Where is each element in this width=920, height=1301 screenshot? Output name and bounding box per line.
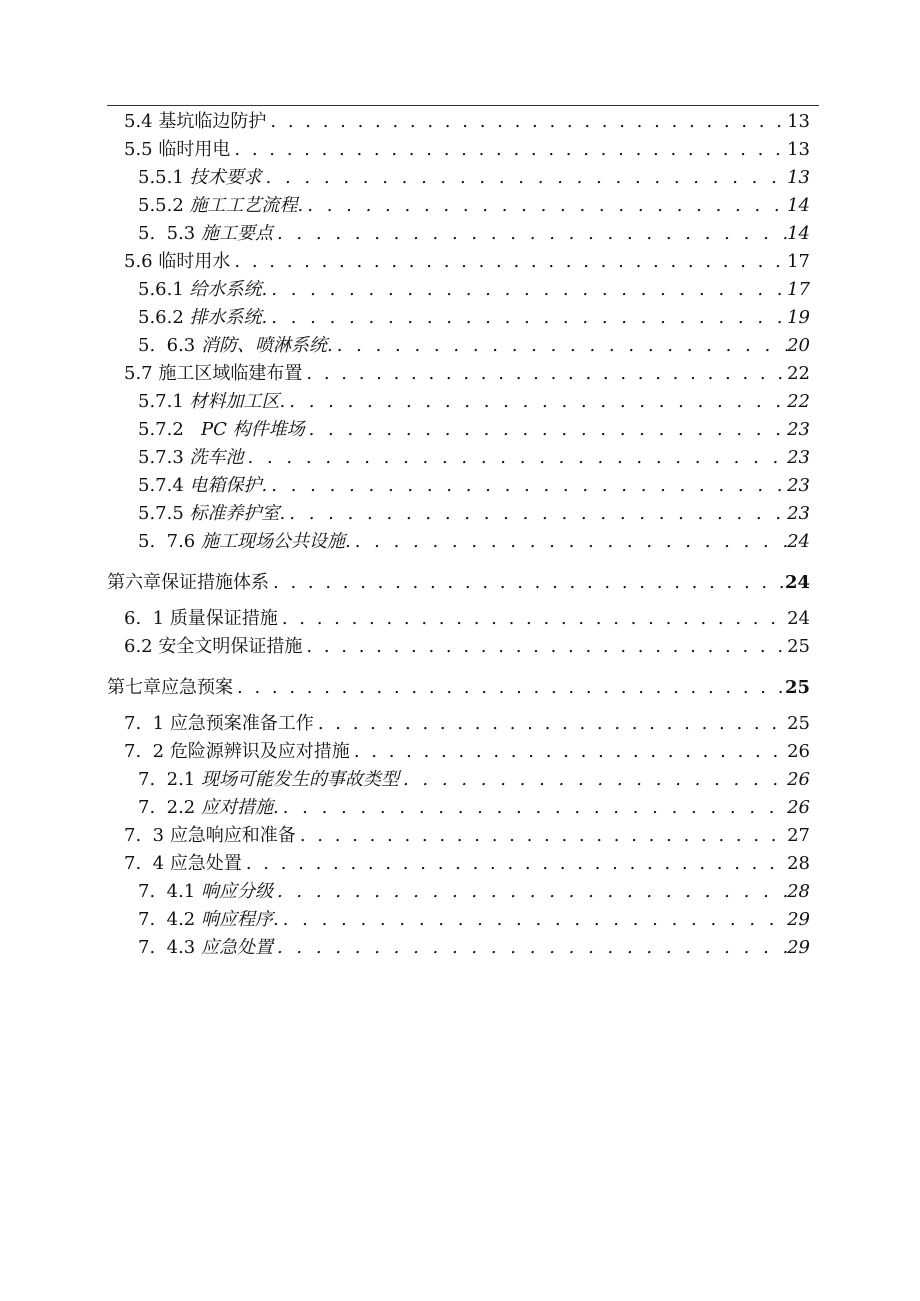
toc-page-number: 17 bbox=[787, 279, 810, 300]
toc-entry-heading bbox=[124, 136, 230, 164]
toc-entry[interactable] bbox=[124, 248, 810, 276]
toc-entry[interactable] bbox=[124, 738, 810, 766]
toc-entry[interactable] bbox=[124, 822, 810, 850]
toc-entry[interactable] bbox=[124, 710, 810, 738]
toc-entry[interactable] bbox=[124, 605, 810, 633]
toc-entry-title: 标准养护室. bbox=[189, 503, 286, 524]
toc-entry-heading bbox=[124, 710, 314, 738]
toc-page-number: 14 bbox=[787, 195, 810, 216]
toc-entry[interactable] bbox=[138, 276, 810, 304]
toc-entry-heading bbox=[107, 674, 233, 702]
header-rule bbox=[107, 105, 819, 106]
toc-entry-title: 第七章应急预案 bbox=[107, 677, 233, 698]
toc-entry-heading bbox=[138, 276, 267, 304]
toc-entry-number: 7. 3 bbox=[124, 825, 165, 846]
toc-entry-heading bbox=[138, 934, 273, 962]
toc-entry[interactable] bbox=[124, 360, 810, 388]
toc-entry-heading bbox=[138, 332, 333, 360]
toc-entry-heading bbox=[138, 794, 279, 822]
toc-entry-heading bbox=[138, 906, 279, 934]
toc-entry-title: 消防、喷淋系统. bbox=[200, 335, 333, 356]
toc-entry-number: 5.5.1 bbox=[138, 167, 184, 188]
toc-page-number: 13 bbox=[787, 111, 810, 132]
toc-entry[interactable] bbox=[138, 766, 810, 794]
toc-entry[interactable] bbox=[138, 192, 810, 220]
toc-entry-title: 施工区域临建布置 bbox=[158, 363, 303, 384]
toc-entry-number: 7. 4 bbox=[124, 853, 165, 874]
toc-entry-number: 5.6.1 bbox=[138, 279, 184, 300]
toc-page-number: 24 bbox=[787, 531, 810, 552]
toc-page-number: 22 bbox=[787, 363, 810, 384]
toc-entry-heading bbox=[138, 388, 285, 416]
toc-entry-number: 7. 2.1 bbox=[138, 769, 196, 790]
toc-leader-dots bbox=[303, 192, 787, 220]
toc-entry-title: 响应分级 bbox=[200, 881, 273, 902]
toc-page-number: 24 bbox=[787, 608, 810, 629]
toc-page-number: 22 bbox=[787, 391, 810, 412]
toc-entry[interactable] bbox=[138, 416, 810, 444]
toc-entry-title: 现场可能发生的事故类型 bbox=[200, 769, 399, 790]
toc-page-number: 23 bbox=[787, 419, 810, 440]
toc-entry-title: 施工现场公共设施. bbox=[200, 531, 351, 552]
toc-entry[interactable] bbox=[138, 472, 810, 500]
toc-entry-title: 安全文明保证措施 bbox=[158, 636, 303, 657]
toc-entry-heading bbox=[124, 738, 350, 766]
toc-entry-number: 5.7.5 bbox=[138, 503, 184, 524]
toc-page-number: 14 bbox=[787, 223, 810, 244]
toc-entry[interactable] bbox=[138, 220, 810, 248]
toc-page-number: 25 bbox=[787, 713, 810, 734]
toc-page-number: 23 bbox=[787, 503, 810, 524]
toc-leader-dots bbox=[230, 136, 787, 164]
toc-entry[interactable] bbox=[124, 633, 810, 661]
toc-page-number: 13 bbox=[787, 167, 810, 188]
toc-entry-title: 应急处置 bbox=[169, 853, 242, 874]
toc-page-number: 29 bbox=[787, 937, 810, 958]
toc-page-number: 25 bbox=[784, 677, 810, 698]
toc-entry-title: 排水系统. bbox=[189, 307, 268, 328]
toc-entry-heading bbox=[107, 569, 269, 597]
toc-entry-heading bbox=[138, 472, 267, 500]
toc-entry[interactable] bbox=[138, 332, 810, 360]
toc-leader-dots bbox=[279, 906, 787, 934]
toc-entry[interactable] bbox=[124, 136, 810, 164]
toc-leader-dots bbox=[244, 444, 788, 472]
toc-page-number: 19 bbox=[787, 307, 810, 328]
toc-entry-number: 7. 4.2 bbox=[138, 909, 196, 930]
toc-entry-number: 5. 7.6 bbox=[138, 531, 196, 552]
toc-entry-heading bbox=[138, 444, 244, 472]
toc-entry[interactable] bbox=[138, 444, 810, 472]
toc-leader-dots bbox=[267, 472, 787, 500]
toc-page-number: 24 bbox=[784, 572, 810, 593]
toc-entry[interactable] bbox=[138, 906, 810, 934]
toc-page-number: 26 bbox=[787, 741, 810, 762]
toc-entry-title: 基坑临边防护 bbox=[158, 111, 267, 132]
toc-entry-title: 技术要求 bbox=[189, 167, 262, 188]
toc-entry-heading bbox=[124, 248, 230, 276]
toc-entry[interactable] bbox=[138, 878, 810, 906]
toc-entry[interactable] bbox=[138, 164, 810, 192]
toc-entry-number: 7. 4.1 bbox=[138, 881, 196, 902]
toc-leader-dots bbox=[269, 569, 785, 597]
toc-leader-dots bbox=[267, 276, 787, 304]
toc-page-number: 29 bbox=[787, 909, 810, 930]
toc-entry-heading bbox=[124, 108, 266, 136]
toc-entry-title: 洗车池 bbox=[189, 447, 244, 468]
toc-leader-dots bbox=[302, 360, 787, 388]
toc-entry[interactable] bbox=[124, 850, 810, 878]
toc-page-number: 27 bbox=[787, 825, 810, 846]
toc-entry-title: PC 构件堆场 bbox=[189, 419, 305, 440]
toc-entry-number: 5.6.2 bbox=[138, 307, 184, 328]
toc-leader-dots bbox=[350, 738, 787, 766]
toc-entry-title: 给水系统. bbox=[189, 279, 268, 300]
toc-entry-heading bbox=[138, 416, 305, 444]
toc-entry[interactable] bbox=[107, 674, 810, 702]
toc-page-number: 17 bbox=[787, 251, 810, 272]
toc-entry-number: 5.5.2 bbox=[138, 195, 184, 216]
toc-entry-heading bbox=[124, 850, 242, 878]
toc-entry-number: 7. 2.2 bbox=[138, 797, 196, 818]
toc-entry-number: 7. 4.3 bbox=[138, 937, 196, 958]
toc-entry[interactable] bbox=[138, 304, 810, 332]
toc-entry-number: 5.7.3 bbox=[138, 447, 184, 468]
toc-entry-number: 6.2 bbox=[124, 636, 153, 657]
toc-entry-number: 5.7.2 bbox=[138, 419, 184, 440]
toc-leader-dots bbox=[333, 332, 787, 360]
toc-entry-heading bbox=[124, 360, 302, 388]
toc-page-number: 23 bbox=[787, 475, 810, 496]
toc-entry-title: 电箱保护. bbox=[189, 475, 268, 496]
toc-entry-number: 7. 2 bbox=[124, 741, 165, 762]
toc-page-number: 28 bbox=[787, 881, 810, 902]
toc-entry-title: 危险源辨识及应对措施 bbox=[169, 741, 350, 762]
toc-entry[interactable] bbox=[107, 569, 810, 597]
toc-entry-number: 6. 1 bbox=[124, 608, 165, 629]
toc-leader-dots bbox=[273, 878, 787, 906]
toc-entry-number: 7. 1 bbox=[124, 713, 165, 734]
toc-leader-dots bbox=[296, 822, 787, 850]
toc-entry-title: 第六章保证措施体系 bbox=[107, 572, 269, 593]
toc-entry-number: 5.7.1 bbox=[138, 391, 184, 412]
toc-leader-dots bbox=[302, 633, 787, 661]
toc-entry-heading bbox=[138, 220, 273, 248]
toc-leader-dots bbox=[285, 388, 787, 416]
toc-page-number: 28 bbox=[787, 853, 810, 874]
toc-leader-dots bbox=[314, 710, 787, 738]
toc-leader-dots bbox=[278, 605, 787, 633]
toc-leader-dots bbox=[267, 304, 787, 332]
toc-entry-title: 应急处置 bbox=[200, 937, 273, 958]
toc-entry-number: 5.5 bbox=[124, 139, 153, 160]
toc-entry-title: 应急预案准备工作 bbox=[169, 713, 314, 734]
toc-page-number: 25 bbox=[787, 636, 810, 657]
toc-entry-heading bbox=[138, 528, 351, 556]
toc-leader-dots bbox=[242, 850, 787, 878]
toc-entry-title: 应对措施. bbox=[200, 797, 279, 818]
toc-entry-title: 临时用水 bbox=[158, 251, 231, 272]
toc-entry[interactable] bbox=[138, 500, 810, 528]
toc-leader-dots bbox=[262, 164, 788, 192]
toc-leader-dots bbox=[285, 500, 787, 528]
toc-leader-dots bbox=[273, 934, 787, 962]
toc-entry-heading bbox=[138, 500, 285, 528]
toc-entry-heading bbox=[124, 605, 278, 633]
toc-entry-title: 响应程序. bbox=[200, 909, 279, 930]
toc-page-number: 26 bbox=[787, 769, 810, 790]
toc-entry-title: 材料加工区. bbox=[189, 391, 286, 412]
toc-entry-number: 5. 5.3 bbox=[138, 223, 196, 244]
toc-entry-heading bbox=[124, 633, 302, 661]
toc-entry-title: 质量保证措施 bbox=[169, 608, 278, 629]
toc-leader-dots bbox=[279, 794, 787, 822]
toc-entry-title: 临时用电 bbox=[158, 139, 231, 160]
toc-entry[interactable] bbox=[138, 528, 810, 556]
toc-leader-dots bbox=[351, 528, 787, 556]
toc-entry-heading bbox=[138, 304, 267, 332]
toc-page-number: 26 bbox=[787, 797, 810, 818]
toc-page-number: 23 bbox=[787, 447, 810, 468]
toc-entry-number: 5.4 bbox=[124, 111, 153, 132]
toc-entry-heading bbox=[138, 766, 399, 794]
toc-page-number: 20 bbox=[787, 335, 810, 356]
toc-leader-dots bbox=[399, 766, 787, 794]
toc-leader-dots bbox=[233, 674, 785, 702]
toc-entry-number: 5.6 bbox=[124, 251, 153, 272]
toc-entry-number: 5. 6.3 bbox=[138, 335, 196, 356]
toc-leader-dots bbox=[266, 108, 787, 136]
toc-entry-heading bbox=[138, 878, 273, 906]
toc-leader-dots bbox=[305, 416, 787, 444]
toc-entry-number: 5.7.4 bbox=[138, 475, 184, 496]
toc-entry-number: 5.7 bbox=[124, 363, 153, 384]
toc-entry[interactable] bbox=[124, 108, 810, 136]
toc-entry-heading bbox=[138, 192, 303, 220]
toc-leader-dots bbox=[273, 220, 787, 248]
toc-entry-title: 应急响应和准备 bbox=[169, 825, 296, 846]
toc-entry[interactable] bbox=[138, 794, 810, 822]
toc-entry-heading bbox=[124, 822, 296, 850]
toc-leader-dots bbox=[230, 248, 787, 276]
toc-entry[interactable] bbox=[138, 934, 810, 962]
toc-page-number: 13 bbox=[787, 139, 810, 160]
toc-entry-heading bbox=[138, 164, 262, 192]
toc-entry[interactable] bbox=[138, 388, 810, 416]
toc-entry-title: 施工工艺流程. bbox=[189, 195, 304, 216]
toc-entry-title: 施工要点 bbox=[200, 223, 273, 244]
